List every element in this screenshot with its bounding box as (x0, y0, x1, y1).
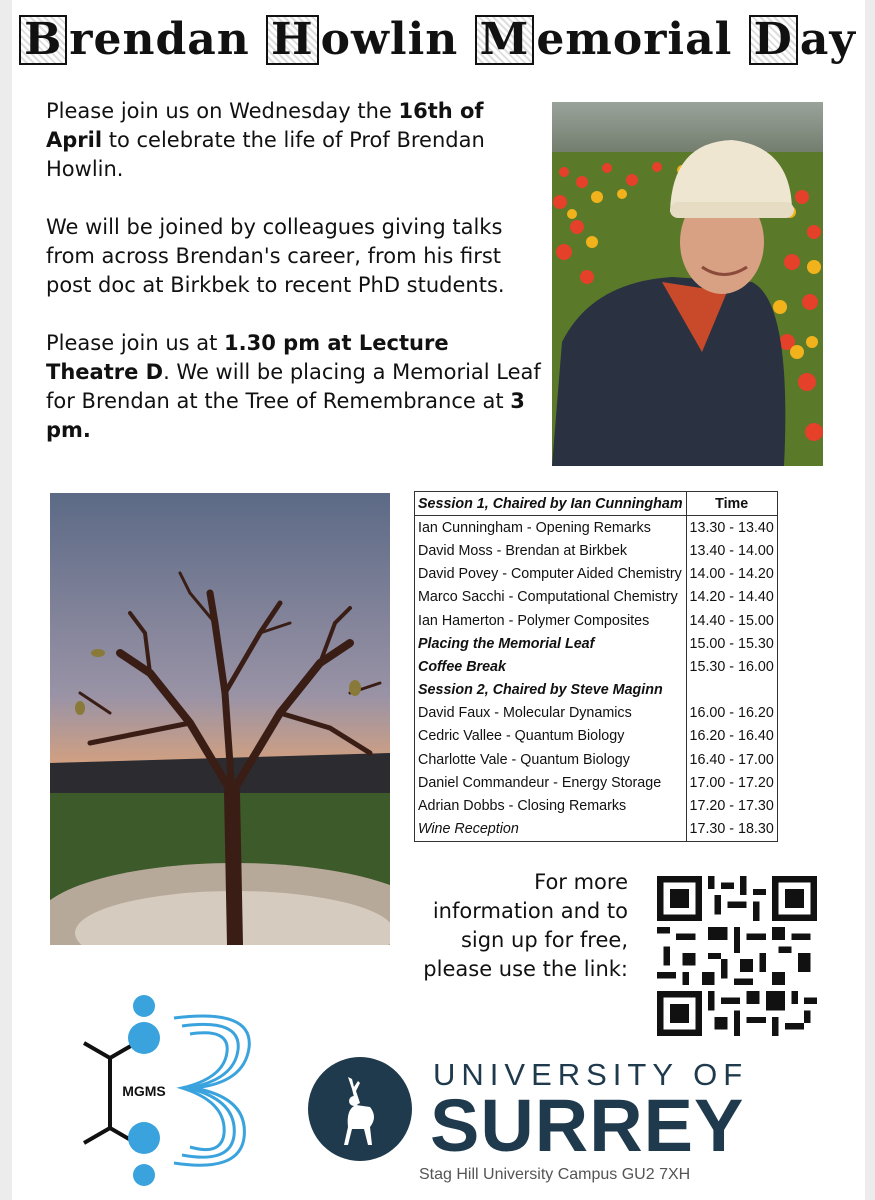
tree-of-remembrance-photo (50, 493, 390, 945)
table-row: Charlotte Vale - Quantum Biology 16.40 - 17.00 (415, 748, 778, 771)
table-row: Adrian Dobbs - Closing Remarks 17.20 - 17.30 (415, 794, 778, 817)
schedule-header-row (415, 492, 778, 516)
title-initial: B (19, 15, 67, 65)
mgms-label: MGMS (122, 1083, 166, 1099)
more-info-text: For more information and to sign up for free, please use the link: (423, 870, 628, 981)
table-row: Ian Hamerton - Polymer Composites 14.40 - 15.00 (415, 609, 778, 632)
intro-paragraph-talks: We will be joined by colleagues giving talks from across Brendan's career, from his first post doc at Birkbek to recent PhD students. (46, 215, 505, 297)
table-row: David Moss - Brendan at Birkbek 13.40 - 14.00 (415, 539, 778, 562)
table-row: Cedric Vallee - Quantum Biology 16.20 - 16.40 (415, 725, 778, 748)
time-header: Time (686, 492, 777, 516)
intro-text (46, 97, 546, 474)
university-of-label: UNIVERSITY OF (433, 1057, 749, 1092)
session-2-header-row: Session 2, Chaired by Steve Maginn (415, 679, 778, 702)
surrey-stag-logo (308, 1057, 413, 1162)
table-row: Ian Cunningham - Opening Remarks 13.30 - 13.40 (415, 516, 778, 540)
table-row: Wine Reception 17.30 - 18.30 (415, 818, 778, 842)
portrait-photo (552, 102, 823, 466)
mgms-logo (64, 988, 264, 1193)
schedule-table (414, 491, 778, 842)
session-1-header: Session 1, Chaired by Ian Cunningham (415, 492, 687, 516)
surrey-wordmark: SURREY (430, 1084, 745, 1167)
intro-paragraph-date: Please join us on Wednesday the 16th of April to celebrate the life of Prof Brendan Howlin. (46, 99, 485, 181)
campus-address: Stag Hill University Campus GU2 7XH (419, 1166, 691, 1183)
table-row: Placing the Memorial Leaf 15.00 - 15.30 (415, 632, 778, 655)
table-row: Marco Sacchi - Computational Chemistry 14.20 - 14.40 (415, 586, 778, 609)
table-row: Coffee Break 15.30 - 16.00 (415, 655, 778, 678)
table-row: Daniel Commandeur - Energy Storage 17.00 - 17.20 (415, 771, 778, 794)
poster-title: B rendan H owlin M emorial D ay (0, 14, 875, 65)
table-row: David Faux - Molecular Dynamics 16.00 - 16.20 (415, 702, 778, 725)
intro-paragraph-location: Please join us at 1.30 pm at Lecture Theatre D. We will be placing a Memorial Leaf for Brendan at the Tree of Remembrance at 3 pm. (46, 331, 541, 442)
signup-qr-code[interactable] (657, 876, 817, 1036)
table-row: David Povey - Computer Aided Chemistry 14.00 - 14.20 (415, 563, 778, 586)
